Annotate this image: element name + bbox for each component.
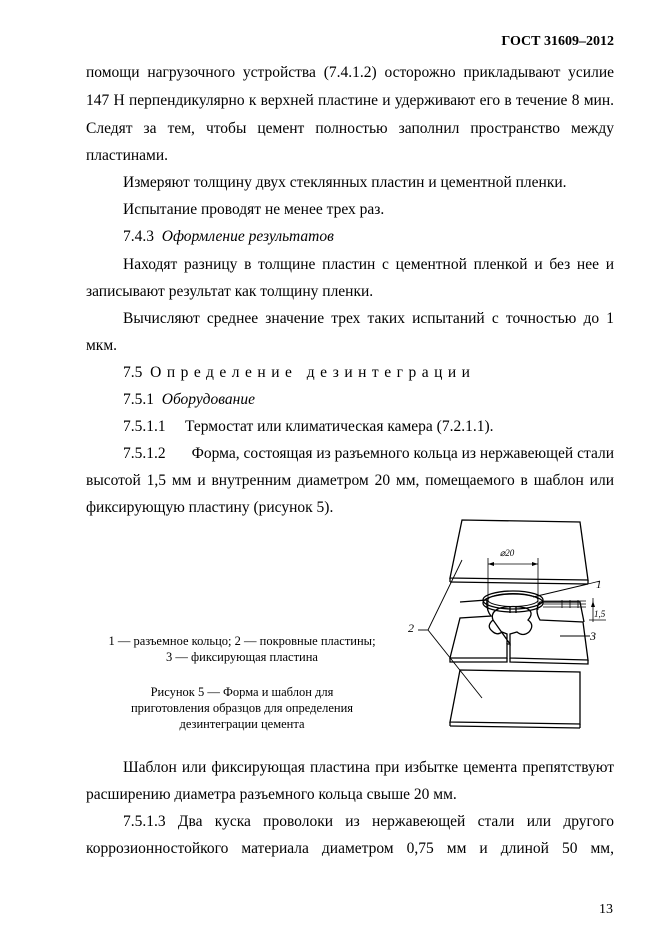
section-number: 7.5.1 bbox=[123, 391, 154, 408]
document-header: ГОСТ 31609–2012 bbox=[501, 34, 614, 49]
text-line: фиксирующую пластину (рисунок 5). bbox=[86, 499, 334, 516]
callout-1: 1 bbox=[596, 579, 602, 591]
section-number: 7.5.1.1 bbox=[123, 418, 166, 435]
callout-2: 2 bbox=[408, 621, 414, 635]
figure-legend bbox=[92, 633, 392, 665]
section-number: 7.5 bbox=[123, 364, 143, 381]
section-heading-7-5-1 bbox=[123, 391, 614, 409]
diameter-dimension: ⌀20 bbox=[499, 548, 515, 558]
text-line: высотой 1,5 мм и внутренним диаметром 20 мм, помещаемого в шаблон или bbox=[86, 472, 614, 489]
section-heading-7-5 bbox=[123, 364, 614, 382]
section-title: Определение дезинтеграции bbox=[150, 364, 476, 381]
text-line: Вычисляют среднее значение трех таких испытаний с точностью до 1 bbox=[123, 310, 614, 327]
clause-7-5-1-2 bbox=[123, 445, 614, 463]
caption-line: дезинтеграции цемента bbox=[179, 717, 305, 731]
text-line: Измеряют толщину двух стеклянных пластин и цементной пленки. bbox=[123, 174, 567, 191]
top-cover-plate bbox=[450, 520, 588, 580]
text-line: расширению диаметра разъемного кольца свыше 20 мм. bbox=[86, 786, 457, 803]
callout-3: 3 bbox=[590, 629, 596, 643]
text-line: Шаблон или фиксирующая пластина при избытке цемента препятствуют bbox=[123, 759, 614, 776]
section-number: 7.4.3 bbox=[123, 228, 154, 245]
text-line: коррозионностойкого материала диаметром 0,75 мм и длиной 50 мм, bbox=[86, 840, 614, 857]
text-line: записывают результат как толщину пленки. bbox=[86, 283, 374, 300]
text-line: Находят разницу в толщине пластин с цементной пленкой и без нее и bbox=[123, 256, 614, 273]
text-line: мкм. bbox=[86, 337, 118, 354]
section-title: Оформление результатов bbox=[161, 228, 334, 245]
figure-caption bbox=[102, 684, 382, 732]
legend-line: 1 — разъемное кольцо; 2 — покровные пластины; bbox=[108, 634, 376, 648]
section-title: Оборудование bbox=[161, 391, 255, 408]
section-heading-7-4-3 bbox=[123, 228, 614, 246]
clause-7-5-1-1 bbox=[123, 418, 614, 436]
text-line: пластинами. bbox=[86, 147, 169, 164]
clause-text: Форма, состоящая из разъемного кольца из нержавеющей стали bbox=[191, 445, 614, 462]
clause-text: Термостат или климатическая камера (7.2.1.1). bbox=[185, 418, 494, 435]
bottom-cover-plate bbox=[450, 670, 580, 724]
legend-line: 3 — фиксирующая пластина bbox=[166, 650, 318, 664]
text-line: Испытание проводят не менее трех раз. bbox=[123, 201, 385, 218]
figure-5-drawing bbox=[400, 518, 610, 738]
caption-line: приготовления образцов для определения bbox=[130, 701, 354, 715]
caption-line: Рисунок 5 — Форма и шаблон для bbox=[150, 685, 334, 699]
height-dimension: 1,5 bbox=[594, 609, 606, 619]
text-line: Следят за тем, чтобы цемент полностью заполнил пространство между bbox=[86, 120, 614, 137]
section-number: 7.5.1.2 bbox=[123, 445, 166, 462]
page-number: 13 bbox=[599, 902, 613, 917]
text-line: 7.5.1.3 Два куска проволоки из нержавеющей стали или другого bbox=[123, 813, 614, 830]
text-line: 147 Н перпендикулярно к верхней пластине и удерживают его в течение 8 мин. bbox=[86, 92, 614, 109]
text-line: помощи нагрузочного устройства (7.4.1.2) осторожно прикладывают усилие bbox=[86, 64, 614, 81]
